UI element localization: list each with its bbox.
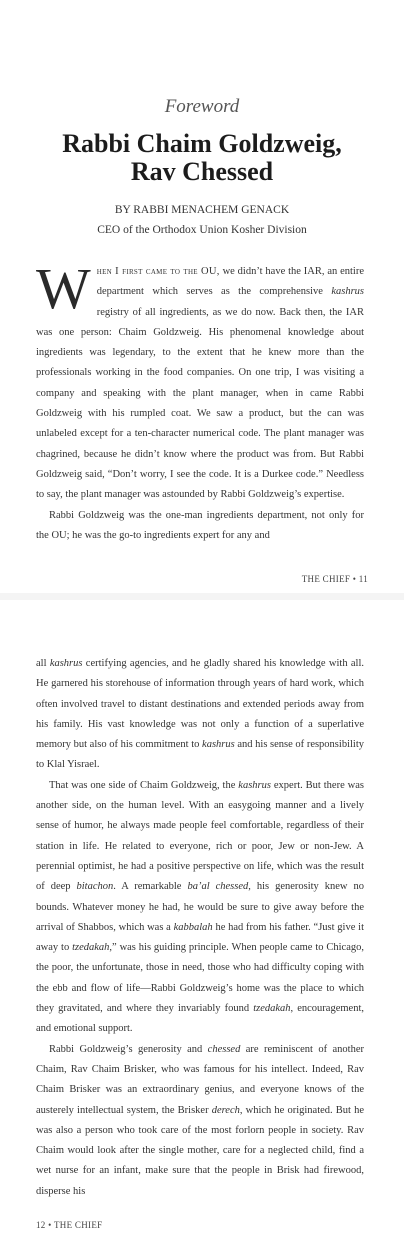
text-run: expert. But there was another side, on the human level. With an easygoing manner and a lively sense of humor, he always made people feel comfortable, regardless of their station in life. He related to everyone, rich or poor, Jew or non-Jew. A perennial optimist, he had a positive perspective on life, which was the result of deep xyxy=(36,779,364,893)
italic-term: kashrus xyxy=(49,658,83,669)
page-12-body xyxy=(36,654,364,1202)
page-divider xyxy=(0,593,404,600)
text-run: , his generosity knew no bounds. Whatever money he had, he would be sure to give away before the arrival of Shabbos, which was a xyxy=(36,881,364,933)
foreword-kicker: Foreword xyxy=(164,96,240,117)
italic-term: tzedakah xyxy=(253,1003,291,1015)
byline: BY RABBI MENACHEM GENACK xyxy=(114,204,290,216)
text-run: are reminiscent of another Chaim, Rav Chaim Brisker, who was famous for his intellect. Indeed, Rav Chaim Brisker was an extraordinary genius, and everyone knows of the austerely intellectual system, the Brisker xyxy=(36,1043,364,1116)
italic-term: kabbalah xyxy=(173,921,213,933)
italic-term: tzedakah xyxy=(72,942,110,954)
text-run: , which he originated. But he was also a person who took care of the most forlorn people in society. Rav Chaim would look after the single mother, care for a neglected child, find a wet nurse for an infant, make sure that the people in Brisk had firewood, disperse his xyxy=(36,1104,364,1197)
text-run: registry of all ingredients, as we do now. Back then, the IAR was one person: Chaim Goldzweig. His phenomenal knowledge about ingredients was legendary, to the extent that he knew more than the professionals working in the food companies. On one trip, I was visiting a company and speaking with the plant manager, when in came Rabbi Goldzweig with his rumpled coat. We saw a product, but the can was unlabeled except for a ten-character numerical code. The plant manager was chagrined, because he didn’t know where the product was from. But Rabbi Goldzweig said, “Don’t worry, I see the code. It is a Durkee code.” Needless to say, the plant manager was astounded by Rabbi Goldzweig’s expertise. xyxy=(36,306,364,501)
paragraph-2 xyxy=(36,506,364,547)
italic-term: derech xyxy=(211,1104,240,1116)
lead-in: hen I first came to the OU, xyxy=(96,266,220,277)
italic-term: ba’al chessed xyxy=(187,881,249,893)
page-11 xyxy=(0,0,404,593)
article-title xyxy=(0,130,404,186)
italic-term: kashrus xyxy=(238,779,271,791)
title-line-2: Rav Chessed xyxy=(130,157,274,186)
italic-term: kashrus xyxy=(202,739,235,751)
author-affiliation: CEO of the Orthodox Union Kosher Division xyxy=(97,224,307,236)
text-run: we didn’t have the IAR, an entire department which serves as the comprehensive xyxy=(96,266,364,298)
paragraph-5 xyxy=(36,1040,364,1202)
page-footer: 12 • THE CHIEF xyxy=(36,1220,103,1230)
page-footer: THE CHIEF • 11 xyxy=(301,574,368,584)
text-run: Rabbi Goldzweig was the one-man ingredients department, not only for the OU; he was the go-to ingredients expert for any and xyxy=(36,509,364,541)
paragraph-4 xyxy=(36,776,364,1040)
paragraph-3 xyxy=(36,654,364,776)
text-run: Rabbi Goldzweig’s generosity and xyxy=(49,1043,208,1055)
title-line-1: Rabbi Chaim Goldzweig, xyxy=(62,129,342,158)
italic-term: kashrus xyxy=(331,286,364,298)
drop-cap: W xyxy=(36,256,91,321)
italic-term: chessed xyxy=(207,1043,241,1055)
text-run: and his sense of responsibility to Klal Yisrael. xyxy=(36,739,364,771)
text-run: all xyxy=(36,658,50,669)
italic-term: bitachon xyxy=(76,881,114,893)
page-11-body xyxy=(36,256,364,546)
paragraph-1 xyxy=(36,256,364,506)
text-run: he had from his father. “Just give it away to xyxy=(36,921,364,954)
text-run: ,” was his guiding principle. When people came to Chicago, the poor, the unfortunate, those in need, those who had difficulty coping with the ebb and flow of life—Rabbi Goldzweig’s home was the place to which they gravitated, and where they invariably found xyxy=(36,942,364,1015)
text-run: . A remarkable xyxy=(113,881,188,893)
page-12 xyxy=(0,600,404,1254)
text-run: That was one side of Chaim Goldzweig, the xyxy=(49,779,239,791)
text-run: certifying agencies, and he gladly shared his knowledge with all. He garnered his storehouse of information through years of hard work, which often involved travel to distant destinations and extended periods away from his family. His vast knowledge was not only a function of a superlative memory but also of his commitment to xyxy=(36,658,364,751)
text-run: , encouragement, and emotional support. xyxy=(36,1003,364,1035)
